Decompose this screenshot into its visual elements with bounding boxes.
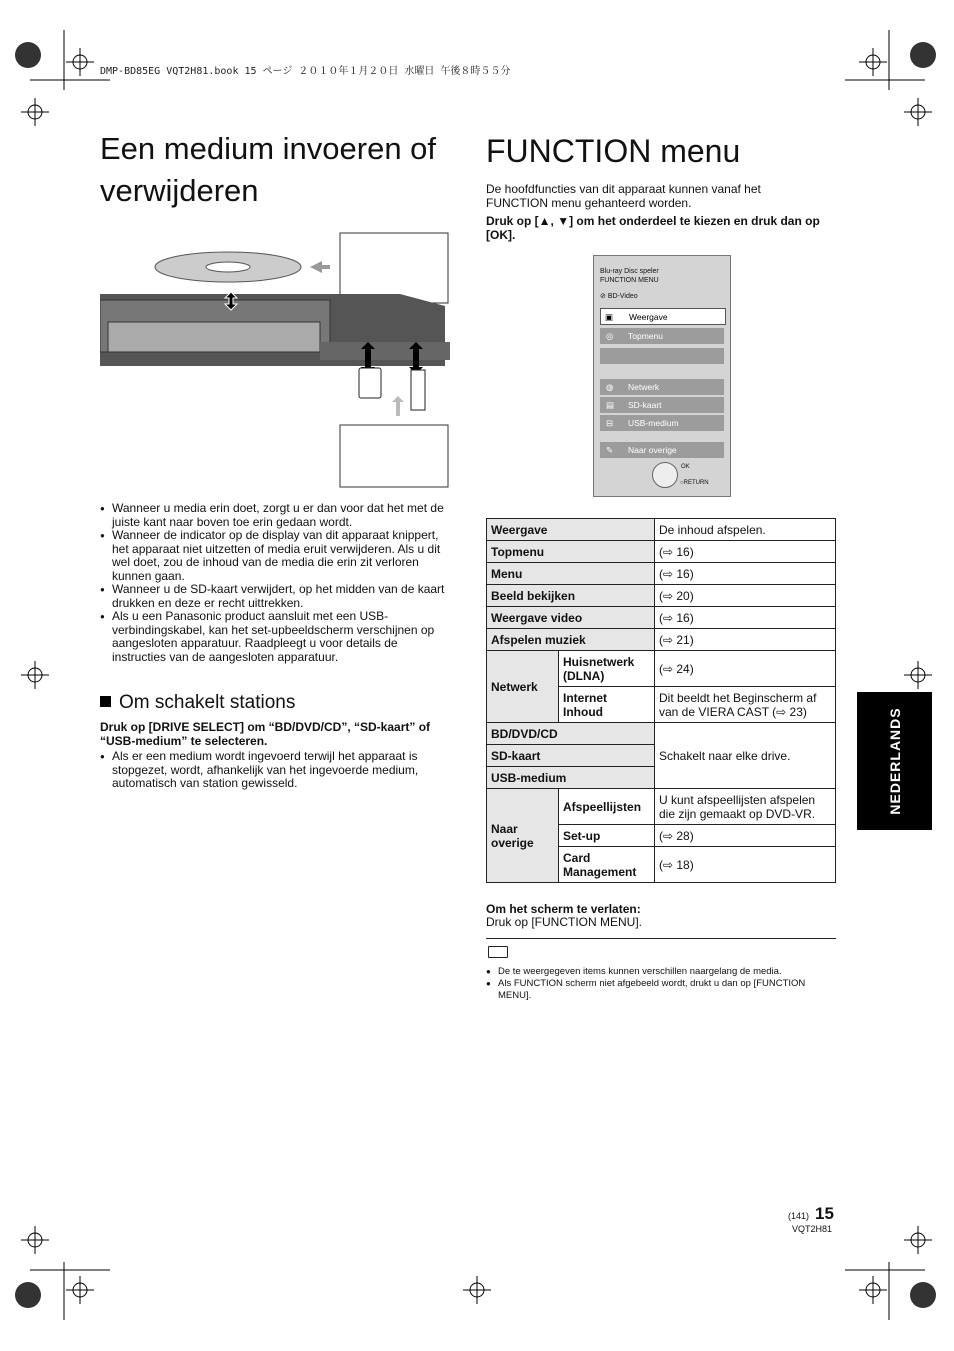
disc-label [600, 292, 638, 300]
subheading [100, 692, 295, 714]
row-value: (⇨ 16) [655, 541, 836, 563]
menu-item-netwerk[interactable] [600, 379, 724, 395]
book-icon [488, 946, 508, 958]
return-label [680, 480, 709, 486]
page-number: 15 [815, 1204, 834, 1223]
menu-item-sd[interactable] [600, 397, 724, 413]
note-1: ● De te weergegeven items kunnen verschillen naargelang de media. [486, 966, 836, 978]
disc-menu-icon: ◎ [606, 331, 614, 341]
row-value: (⇨ 21) [655, 629, 836, 651]
row-key: Afspelen muziek [487, 629, 655, 651]
footer-code: (141) [788, 1211, 810, 1221]
row-key: Topmenu [487, 541, 655, 563]
row-key: Huisnetwerk (DLNA) [559, 651, 655, 687]
square-icon [100, 696, 111, 707]
menu-item-label: Topmenu [628, 331, 663, 341]
bullet-4: ● Als u een Panasonic product aansluit met een USB-verbindingskabel, kan het set-upbeeldscherm verschijnen op aangesloten apparatuur. Raadpleegt u voor details de instructies van de aangesloten apparatuur. [100, 610, 450, 664]
network-icon: ◍ [606, 382, 614, 392]
exit-heading: Om het scherm te verlaten: [486, 902, 641, 916]
menu-item-overige[interactable] [600, 442, 724, 458]
menu-item-blank [600, 348, 724, 364]
sd-card-icon: ▤ [606, 400, 615, 410]
row-key: Set-up [559, 825, 655, 847]
drive-illustration [100, 230, 452, 490]
bullet-3: ● Wanneer u de SD-kaart verwijdert, op het midden van de kaart drukken en deze er recht uittrekken. [100, 583, 450, 610]
row-value: (⇨ 28) [655, 825, 836, 847]
exit-text: Druk op [FUNCTION MENU]. [486, 915, 643, 929]
row-value: (⇨ 16) [655, 563, 836, 585]
row-key: SD-kaart [487, 745, 655, 767]
menu-item-topmenu[interactable] [600, 328, 724, 344]
row-value: (⇨ 24) [655, 651, 836, 687]
drive-select-instruction: Druk op [DRIVE SELECT] om “BD/DVD/CD”, “SD-kaart” of “USB-medium” te selecteren. [100, 720, 431, 748]
disc-text: BD-Video [607, 293, 638, 300]
drive-select-bullet: ● Als er een medium wordt ingevoerd terwijl het apparaat is stopgezet, wordt, afhankelijk van het ingevoerde medium, automatisch van station gewisseld. [100, 750, 450, 791]
disc-icon: ⊘ [600, 293, 608, 300]
tools-icon: ✎ [606, 445, 614, 455]
dpad-icon [652, 462, 678, 488]
left-title-line1: Een medium invoeren of [100, 131, 437, 166]
play-icon: ▣ [605, 312, 614, 322]
menu-item-label: Weergave [629, 312, 668, 322]
row-value: Schakelt naar elke drive. [655, 723, 836, 789]
row-value: (⇨ 20) [655, 585, 836, 607]
notes [486, 966, 836, 1002]
menu-header-2: FUNCTION MENU [600, 277, 659, 284]
right-instruction: Druk op [▲, ▼] om het onderdeel te kiezen en druk dan op [OK]. [486, 214, 820, 242]
right-intro: De hoofdfuncties van dit apparaat kunnen vanaf het FUNCTION menu gehanteerd worden. [486, 182, 761, 210]
return-icon: ○ [680, 480, 684, 486]
left-bullets [100, 502, 450, 664]
group-key: Netwerk [487, 651, 559, 723]
row-key: BD/DVD/CD [487, 723, 655, 745]
bullet-2: ● Wanneer de indicator op de display van dit apparaat knippert, het apparaat niet uitzetten of media eruit verwijderen. Als u dit wel doet, zou de inhoud van de media die erin zit verloren kunnen gaan. [100, 529, 450, 583]
notes-divider [486, 938, 836, 939]
function-table [486, 518, 836, 883]
menu-item-weergave[interactable] [600, 308, 726, 325]
row-key: Weergave video [487, 607, 655, 629]
row-value: (⇨ 18) [655, 847, 836, 883]
footer-model: VQT2H81 [792, 1224, 833, 1234]
row-key: Card Management [559, 847, 655, 883]
print-header: DMP-BD85EG VQT2H81.book 15 ページ ２０１０年１月２０日 水曜日 午後８時５５分 [100, 66, 511, 77]
menu-item-label: Netwerk [628, 382, 660, 392]
usb-icon: ⊟ [606, 418, 614, 428]
row-key: Internet Inhoud [559, 687, 655, 723]
menu-item-label: Naar overige [628, 445, 677, 455]
row-key: Menu [487, 563, 655, 585]
row-value: Dit beeldt het Beginscherm af van de VIERA CAST (⇨ 23) [655, 687, 836, 723]
language-tab [857, 692, 932, 830]
menu-item-label: SD-kaart [628, 400, 662, 410]
row-key: Afspeellijsten [559, 789, 655, 825]
menu-item-usb[interactable] [600, 415, 724, 431]
ok-label: OK [681, 464, 690, 470]
row-value: U kunt afspeellijsten afspelen die zijn gemaakt op DVD-VR. [655, 789, 836, 825]
row-value: (⇨ 16) [655, 607, 836, 629]
bullet-1: ● Wanneer u media erin doet, zorgt u er dan voor dat het met de juiste kant naar boven toe erin gedaan wordt. [100, 502, 450, 529]
row-key: Beeld bekijken [487, 585, 655, 607]
language-tab-label: NEDERLANDS [886, 707, 903, 815]
drive-select-bullet-wrap [100, 750, 450, 791]
row-key: Weergave [487, 519, 655, 541]
group-key: Naar overige [487, 789, 559, 883]
left-title-line2: verwijderen [100, 173, 259, 208]
subheading-text: Om schakelt stations [119, 692, 296, 713]
row-value: De inhoud afspelen. [655, 519, 836, 541]
menu-item-label: USB-medium [628, 418, 679, 428]
row-key: USB-medium [487, 767, 655, 789]
right-title: FUNCTION menu [486, 133, 741, 169]
function-menu-screen [593, 255, 731, 497]
return-text: RETURN [683, 480, 709, 486]
note-2: ● Als FUNCTION scherm niet afgebeeld wordt, drukt u dan op [FUNCTION MENU]. [486, 978, 836, 1002]
left-title [100, 128, 436, 212]
menu-header-1: Blu-ray Disc speler [600, 268, 659, 275]
